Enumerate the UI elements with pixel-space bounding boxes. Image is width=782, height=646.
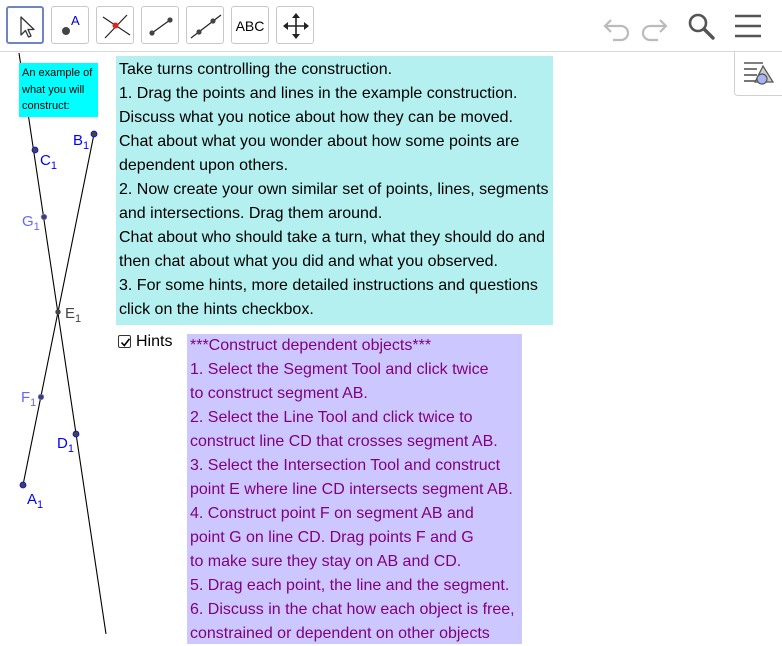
point-g[interactable]	[41, 214, 46, 219]
instruction-line: 3. For some hints, more detailed instructions and questions	[119, 277, 538, 294]
algebra-view-toggle[interactable]	[734, 52, 782, 96]
instruction-line: Discuss what you notice about how they can be moved.	[119, 109, 513, 126]
hint-line: to construct segment AB.	[190, 385, 368, 402]
point-a[interactable]	[20, 482, 26, 488]
line-tool-button[interactable]	[186, 6, 224, 44]
move-arrows-icon	[277, 7, 315, 45]
point-c[interactable]	[32, 147, 38, 153]
instruction-line: Chat about what you wonder about how some points are	[119, 133, 520, 150]
label-c: $C_1$	[40, 152, 57, 172]
point-icon	[52, 7, 90, 45]
label-e: $E_1$	[65, 305, 82, 325]
hint-line: point G on line CD. Drag points F and G	[190, 529, 474, 546]
move-tool-button[interactable]	[6, 6, 44, 44]
hint-line: ***Construct dependent objects***	[190, 337, 432, 354]
instruction-line: dependent upon others.	[119, 157, 289, 174]
instruction-line: 2. Now create your own similar set of points, lines, segments	[119, 181, 549, 198]
cursor-arrow-icon	[8, 8, 46, 46]
checkmark-icon	[119, 336, 132, 349]
hint-line: point E where line CD intersects segment AB.	[190, 481, 513, 498]
hints-checkbox[interactable]	[118, 335, 131, 348]
hint-line: 4. Construct point F on segment AB and	[190, 505, 474, 522]
redo-icon[interactable]	[636, 8, 672, 44]
label-g: $G_1$	[22, 213, 40, 233]
point-d[interactable]	[73, 431, 79, 437]
algebra-view-icon	[735, 52, 782, 96]
toolbar	[0, 0, 782, 52]
intersect-tool-button[interactable]	[96, 6, 134, 44]
hint-line: construct line CD that crosses segment AB.	[190, 433, 498, 450]
segment-tool-button[interactable]	[141, 6, 179, 44]
menu-icon[interactable]	[730, 8, 766, 44]
instruction-line: Chat about who should take a turn, what they should do and	[119, 229, 546, 246]
hint-line: constrained or dependent on other objects	[190, 625, 490, 642]
label-d: $D_1$	[57, 435, 74, 455]
label-f: $F_1$	[21, 389, 37, 409]
text-tool-button[interactable]	[231, 6, 269, 44]
label-b: $B_1$	[73, 132, 90, 152]
point-tool-button[interactable]	[51, 6, 89, 44]
point-b[interactable]	[91, 131, 97, 137]
graphics-view[interactable]	[0, 53, 120, 634]
point-tool-glyph: A	[71, 13, 80, 28]
example-note	[19, 63, 98, 117]
hint-line: 1. Select the Segment Tool and click twice	[190, 361, 489, 378]
instruction-line: Take turns controlling the construction.	[119, 61, 393, 78]
move-graphics-tool-button[interactable]	[276, 6, 314, 44]
hint-line: 2. Select the Line Tool and click twice to	[190, 409, 473, 426]
example-note-line: construct:	[22, 100, 70, 112]
hint-line: 6. Discuss in the chat how each object is free,	[190, 601, 515, 618]
segment-icon	[142, 7, 180, 45]
hint-line: 3. Select the Intersection Tool and construct	[190, 457, 501, 474]
line-icon	[187, 7, 225, 45]
instructions-text	[116, 56, 553, 325]
example-note-line: what you will	[22, 83, 85, 96]
example-note-line: An example of	[22, 67, 93, 79]
hints-text	[187, 334, 522, 644]
hint-line: 5. Drag each point, the line and the segment.	[190, 577, 510, 594]
text-icon: ABC	[235, 18, 265, 34]
intersect-icon	[97, 7, 135, 45]
instruction-line: and intersections. Drag them around.	[119, 205, 383, 222]
hint-line: to make sure they stay on AB and CD.	[190, 553, 462, 570]
point-f[interactable]	[38, 394, 43, 399]
instruction-line: then chat about what you did and what you observed.	[119, 253, 498, 270]
label-a: $A_1$	[27, 491, 44, 511]
search-icon[interactable]	[683, 8, 719, 44]
hints-label[interactable]: Hints	[136, 333, 173, 350]
instruction-line: click on the hints checkbox.	[119, 301, 314, 318]
point-e[interactable]	[55, 309, 60, 314]
instruction-line: 1. Drag the points and lines in the example construction.	[119, 85, 518, 102]
undo-icon[interactable]	[599, 8, 635, 44]
